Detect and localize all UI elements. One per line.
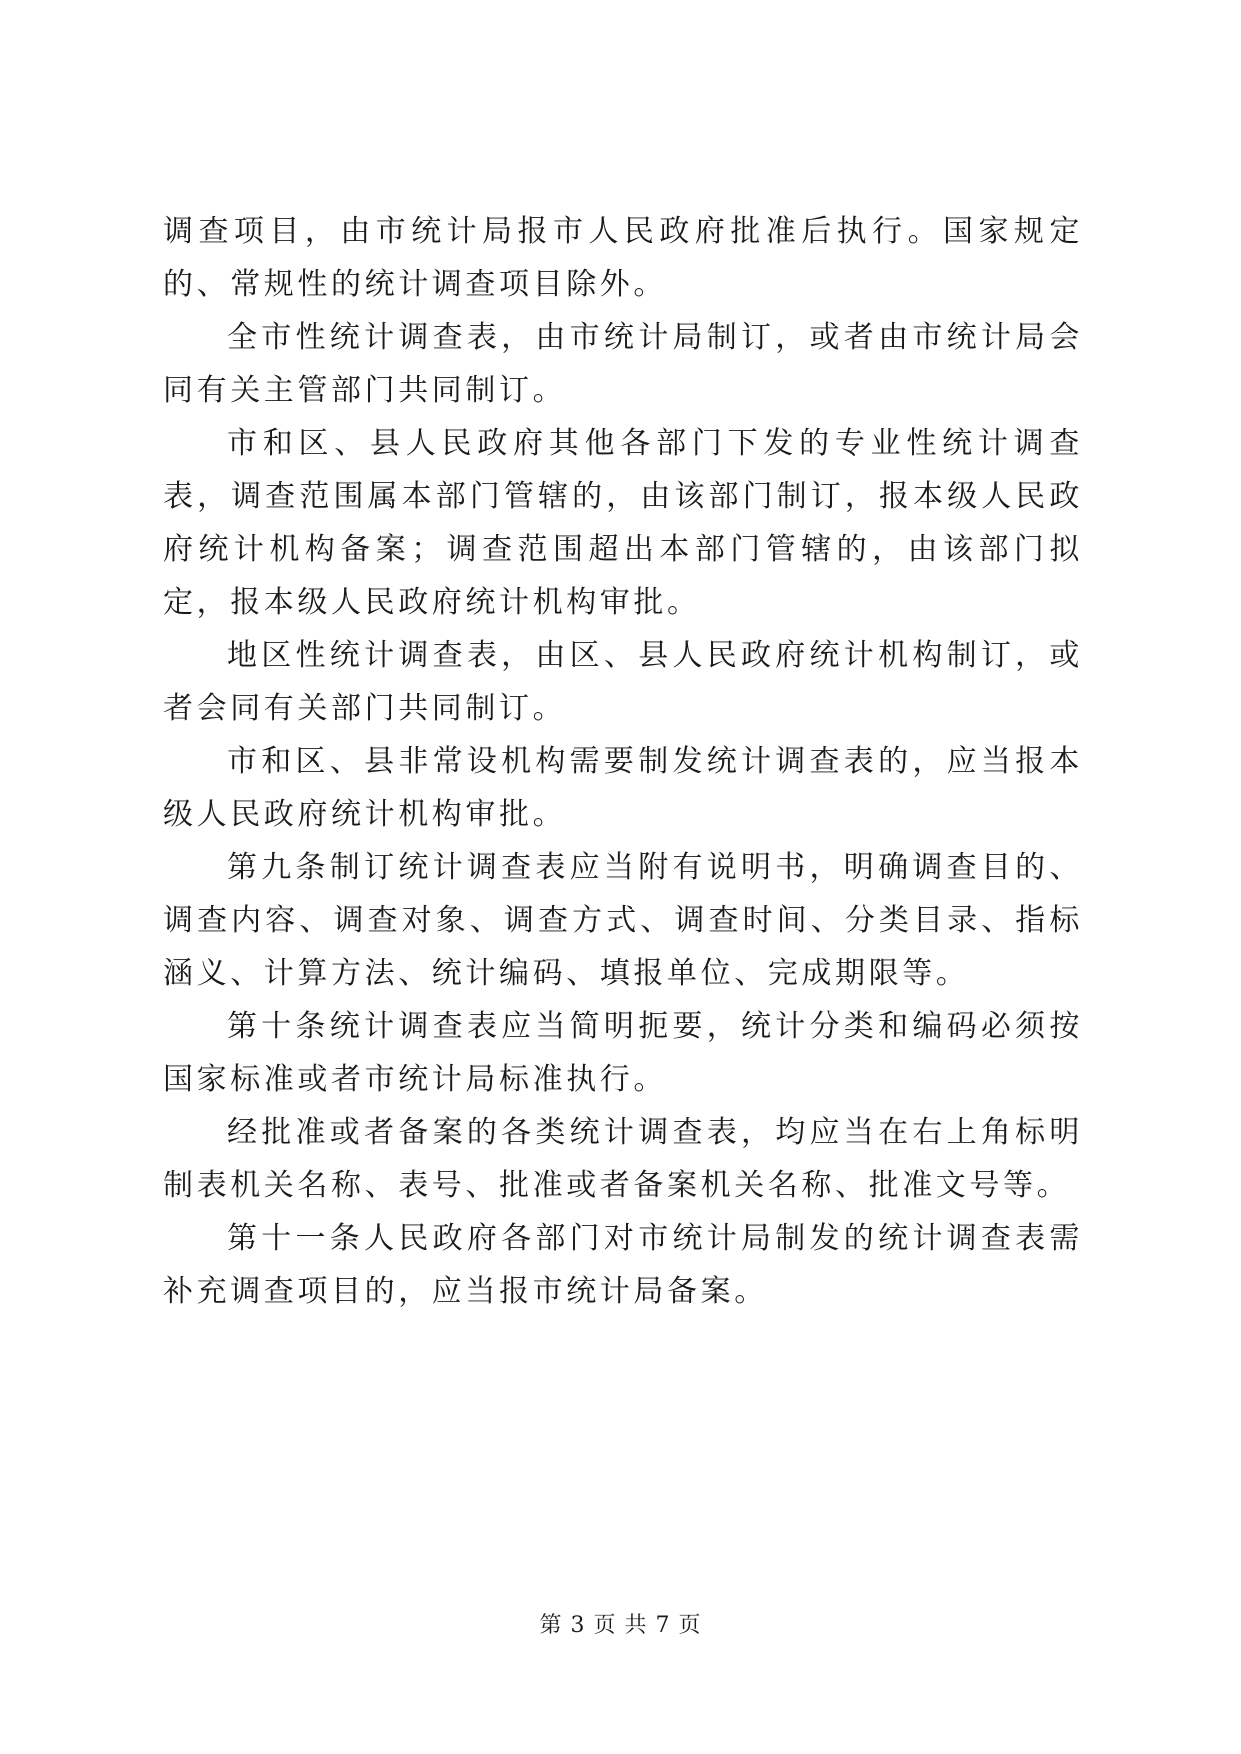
- paragraph-article-11: 第十一条人民政府各部门对市统计局制发的统计调查表需补充调查项目的，应当报市统计局备案。: [163, 1221, 1083, 1309]
- document-body: [163, 205, 1083, 1318]
- paragraph-2: 全市性统计调查表，由市统计局制订，或者由市统计局会同有关主管部门共同制订。: [163, 320, 1083, 408]
- paragraph-3: 市和区、县人民政府其他各部门下发的专业性统计调查表，调查范围属本部门管辖的，由该部门制订，报本级人民政府统计机构备案；调查范围超出本部门管辖的，由该部门拟定，报本级人民政府统计机构审批。: [163, 426, 1083, 620]
- paragraph-4: 地区性统计调查表，由区、县人民政府统计机构制订，或者会同有关部门共同制订。: [163, 638, 1083, 726]
- paragraph-article-9: 第九条制订统计调查表应当附有说明书，明确调查目的、调查内容、调查对象、调查方式、调查时间、分类目录、指标涵义、计算方法、统计编码、填报单位、完成期限等。: [163, 850, 1083, 991]
- paragraph-1: 调查项目，由市统计局报市人民政府批准后执行。国家规定的、常规性的统计调查项目除外。: [163, 214, 1083, 302]
- paragraph-article-10: 第十条统计调查表应当简明扼要，统计分类和编码必须按国家标准或者市统计局标准执行。: [163, 1009, 1083, 1097]
- page-number-footer: 第 3 页 共 7 页: [539, 1613, 702, 1638]
- paragraph-5: 市和区、县非常设机构需要制发统计调查表的，应当报本级人民政府统计机构审批。: [163, 744, 1083, 832]
- paragraph-8: 经批准或者备案的各类统计调查表，均应当在右上角标明制表机关名称、表号、批准或者备案机关名称、批准文号等。: [163, 1115, 1083, 1203]
